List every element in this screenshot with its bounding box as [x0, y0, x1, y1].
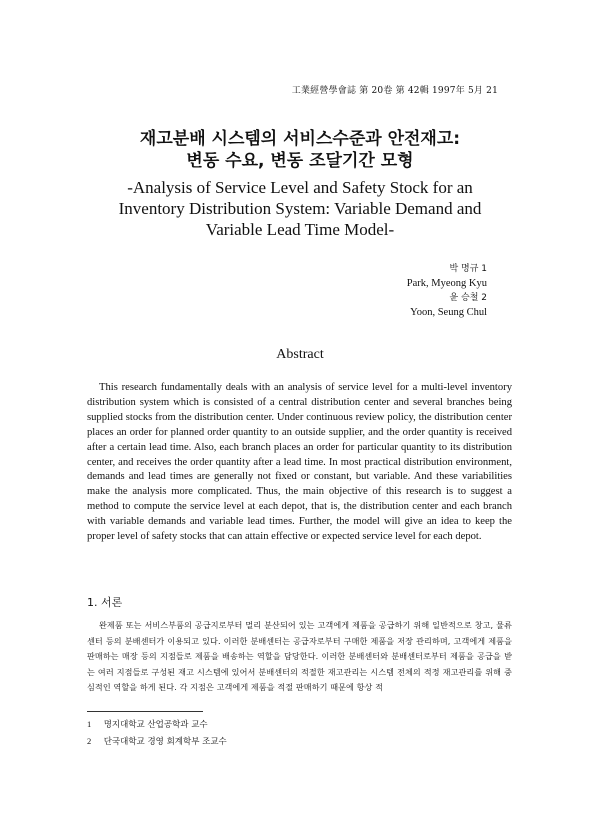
author-block	[407, 262, 487, 320]
footnote-1	[87, 717, 227, 734]
footnote-2	[87, 734, 227, 751]
journal-header: 工業經營學會誌 第 20卷 第 42輯 1997年 5月 21	[291, 86, 498, 96]
footnote-1-text: 명지대학교 산업공학과 교수	[103, 720, 208, 730]
author-1-korean-name: 박 명규 1	[449, 264, 487, 274]
abstract-body: This research fundamentally deals with an analysis of service level for a multi-level inventory distribution system which is consisted of a central distribution center and several branches being supplied stocks from the distribution center. Under continuous review policy, the distribution center places an order for planned order quantity to an outside supplier, and the order quantity is received after a certain lead time. Also, each branch places an order for particular quantity to its distribution center, and receives the order quantity after a lead time. In most practical distribution environment, demands and lead times are generally not fixed or constant, but variable. And these variabilities make the analysis more complicated. Thus, the main objective of this research is to suggest a method to compute the service level at each depot, that is, the distribution center and each branch with variable demands and variable lead times. Further, the model will give an idea to keep the proper level of safety stocks that can attain effective or expected service level for each depot.	[87, 382, 512, 543]
english-title	[0, 177, 600, 240]
footnote-2-number: 2	[87, 735, 92, 746]
footnote-divider	[87, 711, 203, 712]
english-title-line-3: Variable Lead Time Model-	[205, 220, 395, 239]
english-title-line-2: Inventory Distribution System: Variable Demand and	[118, 199, 482, 218]
section-1-heading: 1. 서론	[87, 596, 123, 609]
english-title-line-1: -Analysis of Service Level and Safety Stock for an	[127, 178, 473, 197]
author-1-english-name: Park, Myeong Kyu	[406, 277, 487, 289]
korean-title	[0, 128, 600, 172]
abstract-heading: Abstract	[276, 347, 324, 362]
footnotes	[87, 717, 227, 750]
author-2-english-name: Yoon, Seung Chul	[410, 306, 487, 318]
footnote-2-text: 단국대학교 경영 회계학부 조교수	[103, 736, 227, 747]
section-1-body: 완제품 또는 서비스부품의 공급지로부터 멀리 분산되어 있는 고객에게 제품을 공급하기 위해 일반적으로 창고, 물류센터 등의 분배센터가 이용되고 있다. 이러한 분배센터는 공급자로부터 구매한 제품을 저장 관리하며, 고객에게 제품을 판매하는 매장 등의 지점들로 제품을 배송하는 역할을 담당한다. 이러한 분배센터와 분배센터로부터 제품을 공급을 받는 여러 지점들로 구성된 재고 시스템에 있어서 분배센터의 적절한 재고관리는 시스템 전체의 적정 재고관리를 위해 중심적인 역할을 하게 된다. 각 지점은 고객에게 제품을 적절 판매하기 때문에 항상 적	[87, 620, 512, 693]
author-2-korean-name: 윤 승철 2	[449, 293, 487, 303]
korean-title-line-2: 변동 수요, 변동 조달기간 모형	[186, 151, 414, 171]
footnote-1-number: 1	[87, 719, 92, 729]
korean-title-line-1: 재고분배 시스템의 서비스수준과 안전재고:	[139, 129, 461, 149]
